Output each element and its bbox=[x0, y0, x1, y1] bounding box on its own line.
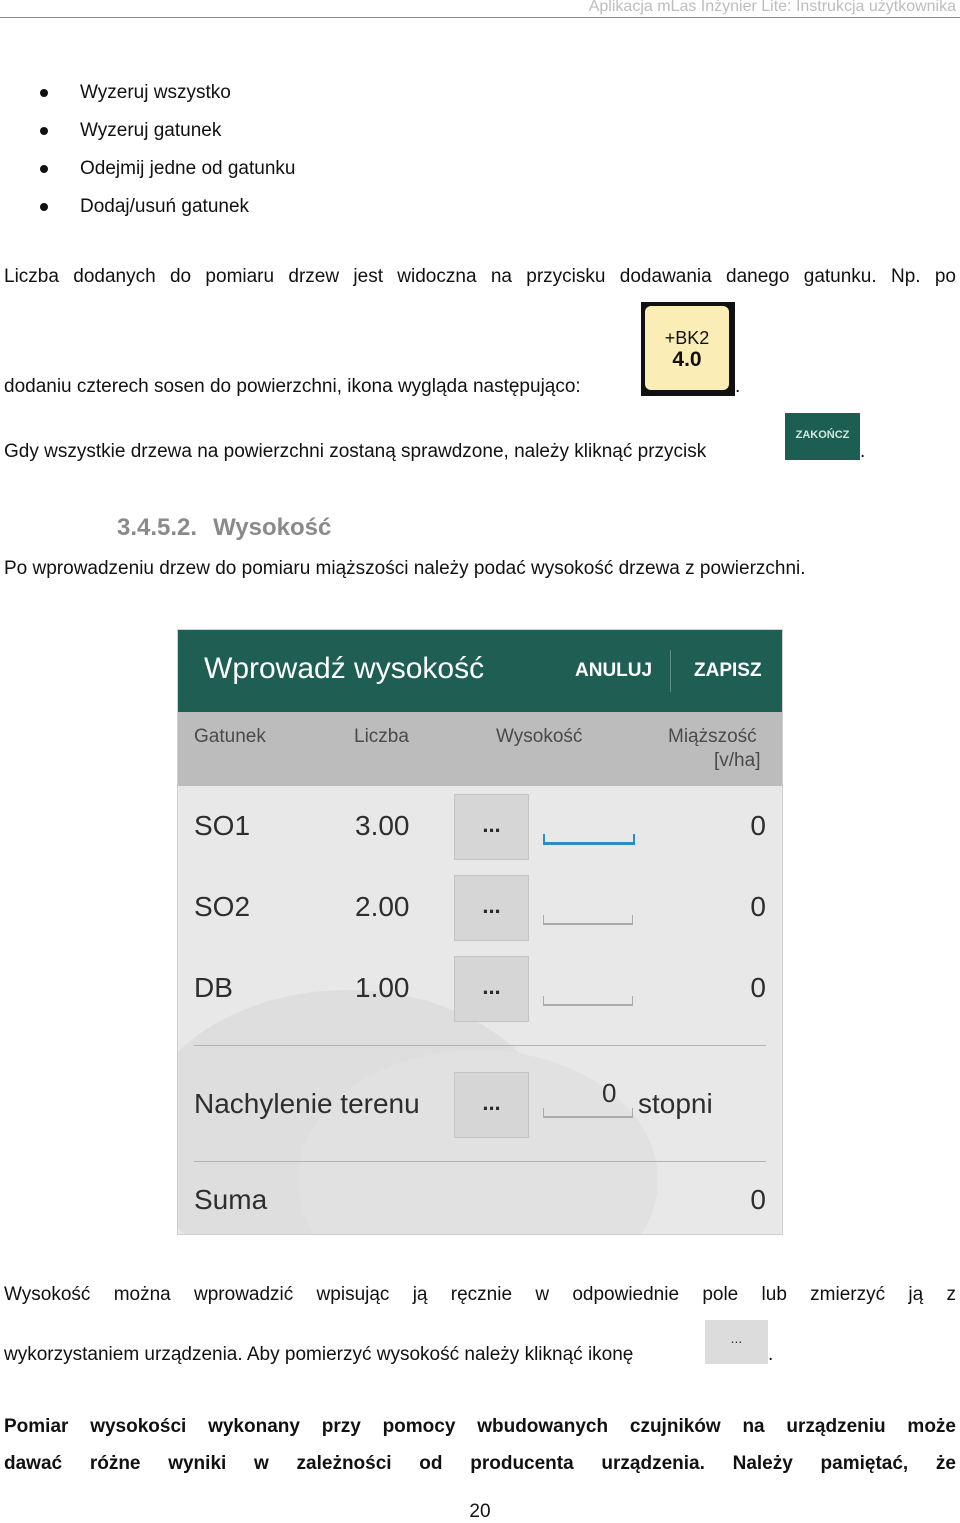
measure-height-button[interactable]: ... bbox=[454, 956, 529, 1022]
column-header-volume: Miąższość bbox=[668, 726, 757, 747]
column-header-species: Gatunek bbox=[194, 726, 266, 747]
paragraph-line: Pomiar wysokości wykonany przy pomocy wbudowanych czujników na urządzeniu może bbox=[4, 1416, 956, 1437]
paragraph-line: Po wprowadzeniu drzew do pomiaru miąższości należy podać wysokość drzewa z powierzchni. bbox=[4, 558, 806, 579]
divider bbox=[194, 1161, 766, 1162]
finish-button-icon: ZAKOŃCZ bbox=[785, 413, 860, 460]
page-number: 20 bbox=[469, 1501, 491, 1522]
height-input[interactable] bbox=[543, 834, 635, 845]
height-input[interactable] bbox=[543, 915, 633, 925]
row-species: SO1 bbox=[194, 810, 251, 841]
slope-unit: stopni bbox=[638, 1088, 713, 1119]
row-volume: 0 bbox=[750, 891, 766, 922]
header-divider bbox=[670, 650, 671, 692]
sum-label: Suma bbox=[194, 1184, 268, 1215]
list-item: Dodaj/usuń gatunek bbox=[40, 194, 295, 232]
paragraph-line: dodaniu czterech sosen do powierzchni, ikona wygląda następująco: bbox=[4, 376, 581, 397]
row-count: 2.00 bbox=[355, 891, 410, 922]
option-list bbox=[40, 80, 295, 232]
dialog-header bbox=[178, 630, 783, 712]
running-header bbox=[0, 0, 960, 18]
paragraph-line: wykorzystaniem urządzenia. Aby pomierzyć wysokość należy kliknąć ikonę bbox=[4, 1344, 634, 1365]
row-count: 1.00 bbox=[355, 972, 410, 1003]
row-species: SO2 bbox=[194, 891, 251, 922]
measure-height-button[interactable]: ... bbox=[454, 875, 529, 941]
section-number: 3.4.5.2. bbox=[117, 514, 198, 541]
punctuation: . bbox=[768, 1344, 774, 1365]
height-input[interactable] bbox=[543, 996, 633, 1006]
dots-button-icon: ... bbox=[705, 1320, 768, 1364]
column-header-volume-unit: [v/ha] bbox=[714, 750, 761, 771]
section-heading bbox=[117, 514, 331, 542]
slope-label: Nachylenie terenu bbox=[194, 1088, 420, 1119]
punctuation: . bbox=[860, 441, 866, 462]
row-count: 3.00 bbox=[355, 810, 410, 841]
bk2-icon-label: +BK2 bbox=[664, 328, 710, 348]
section-title: Wysokość bbox=[213, 514, 332, 541]
measure-slope-button[interactable]: ... bbox=[454, 1072, 529, 1138]
slope-value: 0 bbox=[602, 1078, 617, 1108]
paragraph-line: Gdy wszystkie drzewa na powierzchni zostaną sprawdzone, należy kliknąć przycisk bbox=[4, 441, 707, 462]
row-volume: 0 bbox=[750, 810, 766, 841]
column-header-count: Liczba bbox=[354, 726, 409, 747]
punctuation: . bbox=[735, 376, 741, 397]
height-entry-dialog bbox=[177, 629, 783, 1235]
sum-value: 0 bbox=[750, 1184, 766, 1215]
column-header-row bbox=[178, 712, 783, 786]
measure-height-button[interactable]: ... bbox=[454, 794, 529, 860]
running-header-title: Aplikacja mLas Inżynier Lite: Instrukcja użytkownika bbox=[588, 0, 956, 15]
list-item: Wyzeruj gatunek bbox=[40, 118, 295, 156]
cancel-button[interactable]: ANULUJ bbox=[575, 660, 653, 681]
paragraph-line: Liczba dodanych do pomiaru drzew jest widoczna na przycisku dodawania danego gatunku. Np. po bbox=[4, 266, 956, 287]
divider bbox=[194, 1045, 766, 1046]
paragraph-line: Wysokość można wprowadzić wpisując ją ręcznie w odpowiednie pole lub zmierzyć ją z bbox=[4, 1284, 956, 1305]
list-item: Wyzeruj wszystko bbox=[40, 80, 295, 118]
bk2-icon-count: 4.0 bbox=[672, 348, 702, 371]
list-item: Odejmij jedne od gatunku bbox=[40, 156, 295, 194]
slope-input[interactable] bbox=[543, 1108, 633, 1118]
save-button[interactable]: ZAPISZ bbox=[694, 660, 762, 681]
paragraph-line: dawać różne wyniki w zależności od producenta urządzenia. Należy pamiętać, że bbox=[4, 1453, 956, 1474]
bk2-add-species-icon bbox=[641, 302, 735, 396]
row-volume: 0 bbox=[750, 972, 766, 1003]
column-header-height: Wysokość bbox=[496, 726, 583, 747]
row-species: DB bbox=[194, 972, 233, 1003]
dialog-title: Wprowadź wysokość bbox=[204, 652, 485, 685]
